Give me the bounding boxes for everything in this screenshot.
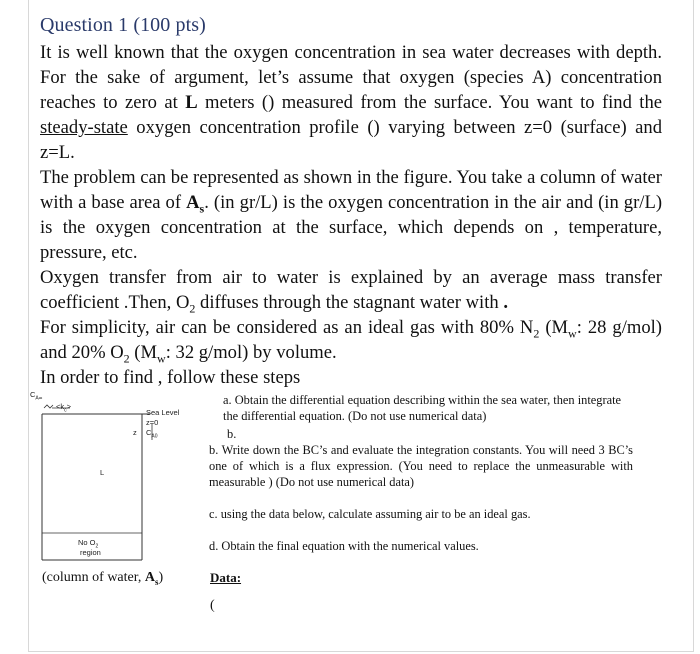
step-b: b. Write down the BC’s and evaluate the integration constants. You will need 3 BC’s one of which is a flux expression. (You need to replace the unmeasurable with measurable ) (Do not use numerical data) [209,443,633,489]
figure-caption [42,570,163,586]
question-title: Question 1 (100 pts) [40,14,206,36]
c-a0-text: C [146,428,152,437]
z-label: z [133,428,137,437]
question-body [40,40,662,390]
kc-text: <k [56,402,65,411]
paragraph-3 [40,265,662,315]
no-o2-sub: 2 [95,543,99,550]
paragraph-1 [40,40,662,165]
p4-text-a: For simplicity, air can be considered as an ideal gas with 80% N [40,317,534,338]
p4-w-sub2: w [157,351,166,366]
p2-As-sub: s [199,201,205,216]
c-a0-sub: A0 [151,433,158,440]
no-o2-label [78,538,99,550]
p3-dot: . [503,292,508,313]
c-a-inf-label [30,390,43,402]
data-paren: ( [210,598,215,613]
paragraph-5: In order to find , follow these steps [40,367,301,388]
p1-text-a: It is well known that the oxygen concentration in sea water decreases with depth. For the sake of argument, let’s assume that oxygen (species A) concentration reaches to zero at [40,42,662,113]
p3-text-a: Oxygen transfer from air to water is explained by an average mass transfer coefficient .Then, O [40,267,662,313]
kc-sub: c [64,407,67,414]
kc-end: > [66,402,72,411]
caption-sub: s [154,576,159,587]
z0-label: z=0 [146,418,159,427]
p2-text-b: . (in gr/L) is the oxygen concentration in the air and (in gr/L) is the oxygen concentration at the surface, which depends on , temperature, pressure, etc. [40,192,663,263]
p4-text-d: (M [129,342,158,363]
p1-text-c: oxygen concentration profile () varying between z=0 (surface) and z=L. [40,117,662,163]
p4-text-e: : 32 g/mol) by volume. [165,342,337,363]
region-label: region [80,548,101,557]
p1-steady-state: steady-state [40,117,128,138]
step-a: a. Obtain the differential equation describing within the sea water, then integrate the differential equation. (Do not use numerical data) [223,393,622,423]
c-a-inf-text: C [30,390,36,399]
p2-As: A [186,192,200,213]
no-o2-text: No O [78,538,96,547]
air-squiggle [44,405,53,408]
p3-text-b: diffuses through the stagnant water with [195,292,504,313]
p4-n-sub: 2 [533,326,540,341]
L-label: L [100,468,105,477]
step-b-heading: b. [227,427,237,441]
p4-w-sub: w [568,326,577,341]
paragraph-2 [40,165,662,265]
c-a-inf-sub: A∞ [35,395,43,402]
p1-L: L [185,92,198,113]
p2-text-a: The problem can be represented as shown in the figure. You take a column of water with a base area of [40,167,662,213]
step-d: d. Obtain the final equation with the numerical values. [209,539,479,553]
kc-label [56,402,72,414]
paragraph-4 [40,315,662,365]
p4-text-b: (M [539,317,569,338]
data-label: Data: [210,570,242,585]
p3-sub: 2 [189,301,196,316]
p4-text-c: : 28 g/mol) and 20% O [40,317,663,363]
p1-text-b: meters () measured from the surface. You want to find the [197,92,662,113]
step-c: c. using the data below, calculate assuming air to be an ideal gas. [209,507,531,521]
caption-text-a: (column of water, [42,570,145,585]
p4-o-sub: 2 [123,351,130,366]
figure-drawing [30,388,210,588]
caption-text-b: ) [158,570,164,585]
c-a0-label [146,428,158,440]
water-column-figure [30,388,210,598]
caption-As: A [144,570,155,585]
sea-level-label: Sea Level [146,408,180,417]
